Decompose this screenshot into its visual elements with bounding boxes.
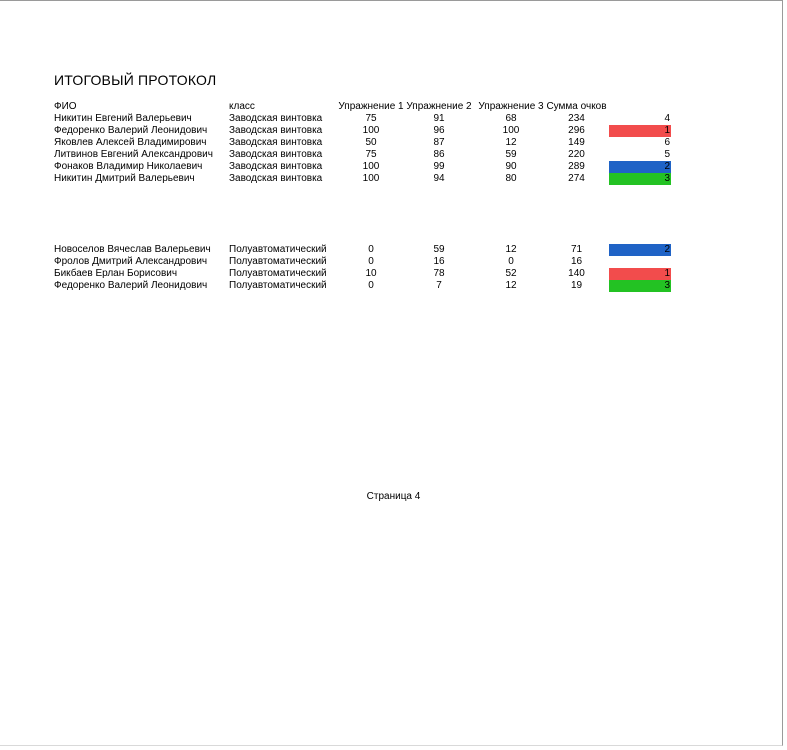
cell-fio: Никитин Дмитрий Валерьевич <box>54 173 195 184</box>
cell-place: 3 <box>609 173 671 185</box>
cell-class: Полуавтоматический <box>229 280 327 291</box>
cell-sum: 71 <box>570 244 583 255</box>
cell-class: Заводская винтовка <box>229 161 323 172</box>
table-row <box>0 268 787 280</box>
cell-place: 4 <box>664 113 670 124</box>
cell-exercise-3: 12 <box>505 244 517 255</box>
table-row <box>0 173 787 185</box>
cell-exercise-1: 100 <box>362 125 380 136</box>
header-fio: ФИО <box>54 101 77 112</box>
cell-exercise-1: 10 <box>365 268 377 279</box>
cell-exercise-3: 90 <box>505 161 517 172</box>
cell-class: Полуавтоматический <box>229 256 327 267</box>
cell-place: 5 <box>664 149 670 160</box>
cell-exercise-2: 59 <box>433 244 445 255</box>
cell-exercise-2: 99 <box>433 161 445 172</box>
cell-sum: 140 <box>568 268 585 279</box>
cell-place: 2 <box>609 161 671 173</box>
table-row <box>0 125 787 137</box>
cell-exercise-3: 59 <box>505 149 517 160</box>
cell-exercise-2: 87 <box>433 137 445 148</box>
cell-exercise-2: 16 <box>433 256 445 267</box>
cell-class: Полуавтоматический <box>229 244 327 255</box>
header-exercise-3: Упражнение 3 <box>478 101 544 112</box>
cell-sum: 274 <box>568 173 585 184</box>
table-row <box>0 149 787 161</box>
cell-exercise-2: 91 <box>433 113 445 124</box>
cell-place <box>609 256 671 268</box>
cell-class: Заводская винтовка <box>229 149 323 160</box>
table-row <box>0 137 787 149</box>
cell-fio: Фролов Дмитрий Александрович <box>54 256 208 267</box>
cell-sum: 234 <box>568 113 585 124</box>
cell-sum: 220 <box>568 149 585 160</box>
page-number: Страница 4 <box>366 491 421 502</box>
cell-exercise-1: 0 <box>368 244 374 255</box>
table-row <box>0 161 787 173</box>
cell-class: Полуавтоматический <box>229 268 327 279</box>
cell-place: 1 <box>609 268 671 280</box>
cell-class: Заводская винтовка <box>229 125 323 136</box>
table-row <box>0 256 787 268</box>
cell-sum: 16 <box>570 256 583 267</box>
cell-exercise-3: 12 <box>505 137 517 148</box>
header-exercise-1: Упражнение 1 <box>338 101 404 112</box>
table-header <box>0 101 787 113</box>
cell-exercise-3: 68 <box>505 113 517 124</box>
cell-class: Заводская винтовка <box>229 137 323 148</box>
cell-fio: Литвинов Евгений Александрович <box>54 149 213 160</box>
cell-exercise-3: 52 <box>505 268 517 279</box>
cell-fio: Фонаков Владимир Николаевич <box>54 161 203 172</box>
cell-fio: Бикбаев Ерлан Борисович <box>54 268 178 279</box>
cell-exercise-2: 86 <box>433 149 445 160</box>
cell-exercise-2: 94 <box>433 173 445 184</box>
cell-place: 6 <box>664 137 670 148</box>
cell-sum: 149 <box>568 137 585 148</box>
cell-exercise-1: 0 <box>368 280 374 291</box>
cell-class: Заводская винтовка <box>229 113 323 124</box>
cell-place: 2 <box>609 244 671 256</box>
cell-exercise-1: 75 <box>365 149 377 160</box>
cell-exercise-1: 100 <box>362 161 380 172</box>
cell-class: Заводская винтовка <box>229 173 323 184</box>
header-exercise-2: Упражнение 2 <box>406 101 472 112</box>
cell-sum: 296 <box>568 125 585 136</box>
cell-sum: 289 <box>568 161 585 172</box>
table-row <box>0 280 787 292</box>
cell-exercise-2: 78 <box>433 268 445 279</box>
cell-exercise-2: 96 <box>433 125 445 136</box>
cell-exercise-1: 75 <box>365 113 377 124</box>
cell-fio: Новоселов Вячеслав Валерьевич <box>54 244 211 255</box>
cell-exercise-3: 80 <box>505 173 517 184</box>
cell-sum: 19 <box>570 280 583 291</box>
cell-exercise-3: 100 <box>502 125 520 136</box>
table-row <box>0 113 787 125</box>
cell-exercise-3: 12 <box>505 280 517 291</box>
cell-fio: Яковлев Алексей Владимирович <box>54 137 207 148</box>
cell-place: 1 <box>609 125 671 137</box>
cell-fio: Федоренко Валерий Леонидович <box>54 280 208 291</box>
cell-place: 3 <box>609 280 671 292</box>
cell-fio: Федоренко Валерий Леонидович <box>54 125 208 136</box>
cell-exercise-1: 50 <box>365 137 377 148</box>
page-title: ИТОГОВЫЙ ПРОТОКОЛ <box>54 72 217 88</box>
header-sum: Сумма очков <box>546 101 607 112</box>
table-row <box>0 244 787 256</box>
cell-exercise-2: 7 <box>436 280 442 291</box>
cell-exercise-1: 100 <box>362 173 380 184</box>
cell-exercise-3: 0 <box>508 256 514 267</box>
header-class: класс <box>229 101 255 112</box>
cell-fio: Никитин Евгений Валерьевич <box>54 113 192 124</box>
cell-exercise-1: 0 <box>368 256 374 267</box>
